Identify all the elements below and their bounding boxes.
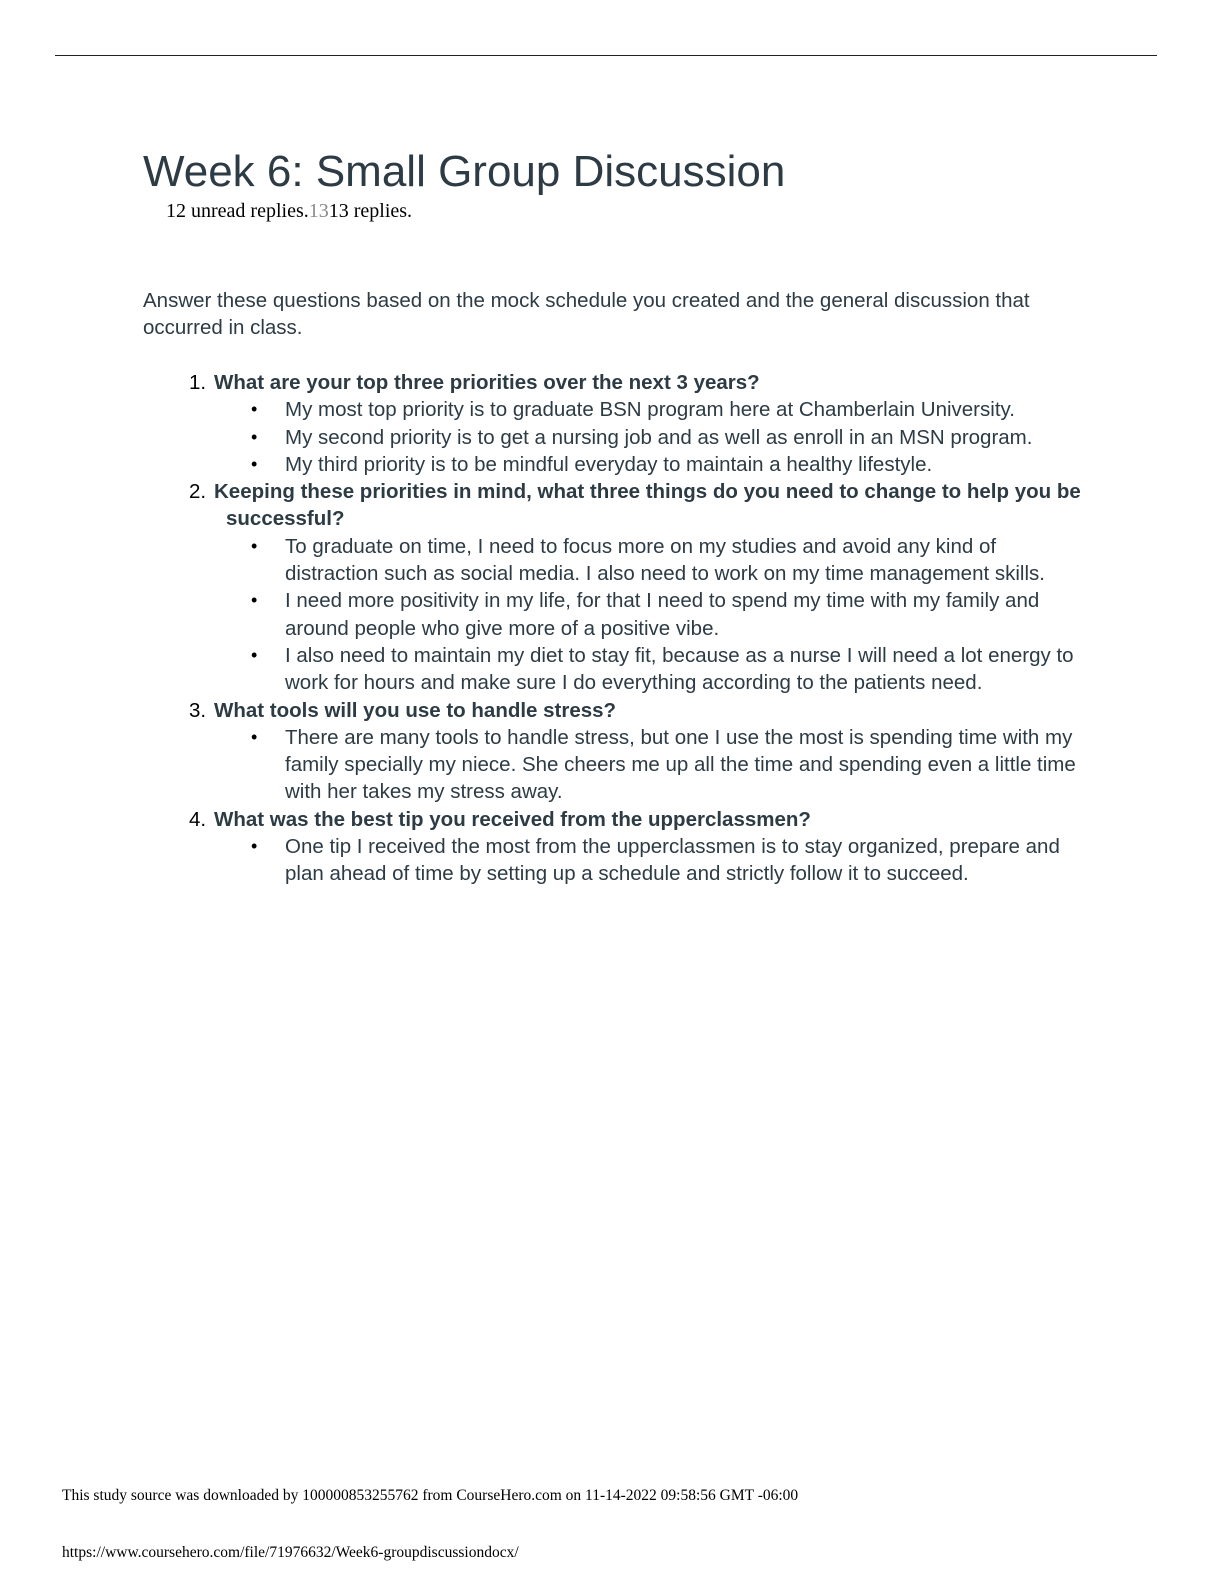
question-item bbox=[143, 478, 1083, 696]
bullet-icon: • bbox=[251, 453, 258, 474]
answer-item bbox=[214, 533, 1083, 588]
answer-item bbox=[214, 451, 1083, 478]
answer-text: There are many tools to handle stress, but one I use the most is spending time with my family specially my niece. She cheers me up all the time and spending even a little time with her takes my stress away. bbox=[285, 725, 1076, 804]
question-number: 4. bbox=[189, 807, 207, 831]
question-item bbox=[143, 369, 1083, 478]
answer-text: One tip I received the most from the upperclassmen is to stay organized, prepare and plan ahead of time by setting up a schedule and strictly follow it to succeed. bbox=[285, 835, 1060, 886]
download-notice: This study source was downloaded by 100000853255762 from CourseHero.com on 11-14-2022 09:58:56 GMT -06:00 bbox=[62, 1487, 799, 1504]
question-text: What was the best tip you received from the upperclassmen? bbox=[214, 807, 811, 831]
answer-text: My most top priority is to graduate BSN program here at Chamberlain University. bbox=[285, 398, 1015, 422]
bullet-icon: • bbox=[251, 590, 258, 611]
answer-text: I need more positivity in my life, for that I need to spend my time with my family and around people who give more of a positive vibe. bbox=[285, 589, 1040, 640]
question-number: 1. bbox=[189, 371, 207, 394]
bullet-icon: • bbox=[251, 644, 258, 665]
reply-count-meta bbox=[166, 198, 412, 224]
answer-item bbox=[214, 833, 1083, 888]
answer-item bbox=[214, 724, 1083, 806]
bullet-icon: • bbox=[251, 726, 258, 747]
answer-item bbox=[214, 587, 1083, 642]
total-replies-text: 13 replies. bbox=[328, 200, 413, 222]
answer-list bbox=[214, 396, 1083, 478]
top-divider bbox=[55, 55, 1157, 56]
answer-list bbox=[214, 833, 1083, 888]
answer-list bbox=[214, 533, 1083, 697]
page-title: Week 6: Small Group Discussion bbox=[143, 147, 786, 196]
question-number: 3. bbox=[189, 698, 207, 722]
question-item bbox=[143, 697, 1083, 806]
answer-item bbox=[214, 396, 1083, 423]
source-url: https://www.coursehero.com/file/71976632/Week6-groupdiscussiondocx/ bbox=[62, 1544, 519, 1561]
reply-count-badge: 13 bbox=[308, 200, 329, 222]
answer-text: My third priority is to be mindful everyday to maintain a healthy lifestyle. bbox=[285, 452, 933, 476]
question-list bbox=[143, 369, 1083, 888]
bullet-icon: • bbox=[251, 399, 258, 420]
bullet-icon: • bbox=[251, 426, 258, 447]
bullet-icon: • bbox=[251, 535, 258, 556]
bullet-icon: • bbox=[251, 836, 258, 857]
answer-text: My second priority is to get a nursing job and as well as enroll in an MSN program. bbox=[285, 425, 1033, 449]
unread-replies-text: 12 unread replies. bbox=[166, 200, 309, 222]
question-item bbox=[143, 806, 1083, 888]
question-text: What tools will you use to handle stress? bbox=[214, 698, 617, 722]
answer-text: I also need to maintain my diet to stay fit, because as a nurse I will need a lot energy to work for hours and make sure I do everything according to the patients need. bbox=[285, 643, 1074, 695]
answer-item bbox=[214, 424, 1083, 451]
question-text: Keeping these priorities in mind, what three things do you need to change to help you be successful? bbox=[214, 480, 1081, 531]
question-number: 2. bbox=[189, 480, 207, 504]
answer-item bbox=[214, 642, 1083, 697]
question-text: What are your top three priorities over the next 3 years? bbox=[214, 371, 760, 394]
answer-list bbox=[214, 724, 1083, 806]
answer-text: To graduate on time, I need to focus more on my studies and avoid any kind of distraction such as social media. I also need to work on my time management skills. bbox=[285, 534, 1045, 586]
intro-paragraph: Answer these questions based on the mock schedule you created and the general discussion that occurred in class. bbox=[143, 289, 1030, 339]
